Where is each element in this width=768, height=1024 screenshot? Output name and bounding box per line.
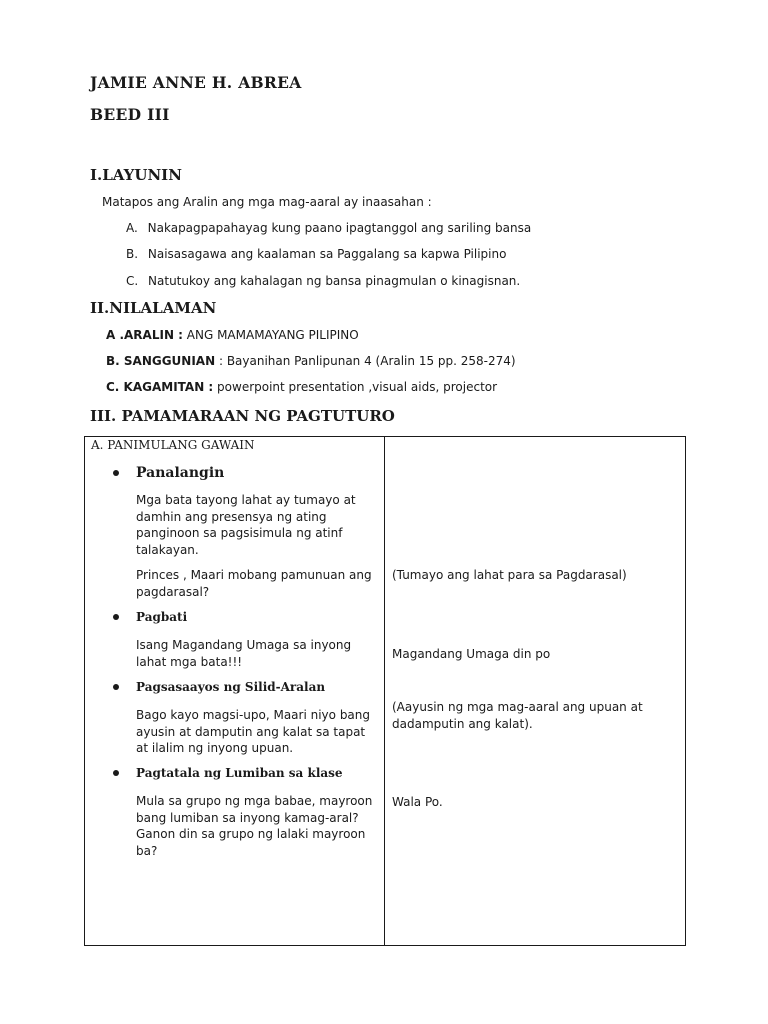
bullet-title: Pagtatala ng Lumiban sa klase [136, 766, 343, 780]
teacher-column [85, 437, 385, 946]
bullet-icon [113, 770, 119, 776]
layunin-item [126, 274, 520, 288]
bullet-item [113, 610, 187, 624]
bullet-icon [113, 470, 119, 476]
item-label: B. SANGGUNIAN [106, 354, 216, 368]
course-label: BEED III [90, 105, 170, 124]
bullet-item [113, 465, 224, 481]
author-name: JAMIE ANNE H. ABREA [90, 73, 302, 92]
section-heading-layunin: I.LAYUNIN [90, 166, 182, 184]
teacher-paragraph: Mula sa grupo ng mga babae, mayroon bang lumiban sa inyong kamag-aral? Ganon din sa grupo ng lalaki mayroon ba? [136, 794, 373, 858]
bullet-icon [113, 614, 119, 620]
student-column [385, 437, 686, 946]
layunin-item [126, 221, 531, 235]
item-label: A .ARALIN : [106, 328, 183, 342]
bullet-icon [113, 684, 119, 690]
teacher-paragraph: Isang Magandang Umaga sa inyong lahat mga bata!!! [136, 638, 352, 669]
student-response: (Tumayo ang lahat para sa Pagdarasal) [392, 568, 627, 582]
teacher-paragraph: Mga bata tayong lahat ay tumayo at damhin ang presensya ng ating panginoon sa pagsisimula ng atinf talakayan. [136, 493, 356, 557]
layunin-item [126, 247, 506, 261]
teacher-paragraph: Bago kayo magsi-upo, Maari niyo bang ayusin at damputin ang kalat sa tapat at ilalim ng inyong upuan. [136, 708, 371, 755]
bullet-title: Panalangin [136, 465, 225, 481]
bullet-item [113, 766, 343, 780]
item-value: : Bayanihan Panlipunan 4 (Aralin 15 pp. 258-274) [215, 354, 516, 368]
student-response: Wala Po. [392, 795, 443, 809]
nilalaman-item [106, 328, 359, 342]
bullet-item [113, 680, 325, 694]
layunin-intro: Matapos ang Aralin ang mga mag-aaral ay inaasahan : [102, 195, 432, 209]
item-value: powerpoint presentation ,visual aids, projector [213, 380, 498, 394]
nilalaman-item [106, 380, 497, 394]
item-marker: A. [126, 221, 138, 235]
item-label: C. KAGAMITAN : [106, 380, 214, 394]
item-text: Nakapagpapahayag kung paano ipagtanggol ang sariling bansa [147, 221, 532, 235]
item-value: ANG MAMAMAYANG PILIPINO [182, 328, 359, 342]
student-response: (Aayusin ng mga mag-aaral ang upuan at dadamputin ang kalat). [392, 700, 643, 731]
student-response: Magandang Umaga din po [392, 647, 551, 661]
bullet-title: Pagbati [136, 610, 188, 624]
bullet-title: Pagsasaayos ng Silid-Aralan [136, 680, 326, 694]
section-heading-pamamaraan: III. PAMAMARAAN NG PAGTUTURO [90, 407, 395, 425]
item-marker: C. [126, 274, 139, 288]
teacher-paragraph: Princes , Maari mobang pamunuan ang pagdarasal? [136, 568, 372, 599]
table-title: A. PANIMULANG GAWAIN [91, 438, 255, 452]
section-heading-nilalaman: II.NILALAMAN [90, 299, 217, 317]
item-marker: B. [126, 247, 139, 261]
item-text: Natutukoy ang kahalagan ng bansa pinagmulan o kinagisnan. [148, 274, 521, 288]
lesson-table [84, 436, 686, 946]
item-text: Naisasagawa ang kaalaman sa Paggalang sa kapwa Pilipino [147, 247, 507, 261]
nilalaman-item [106, 354, 516, 368]
